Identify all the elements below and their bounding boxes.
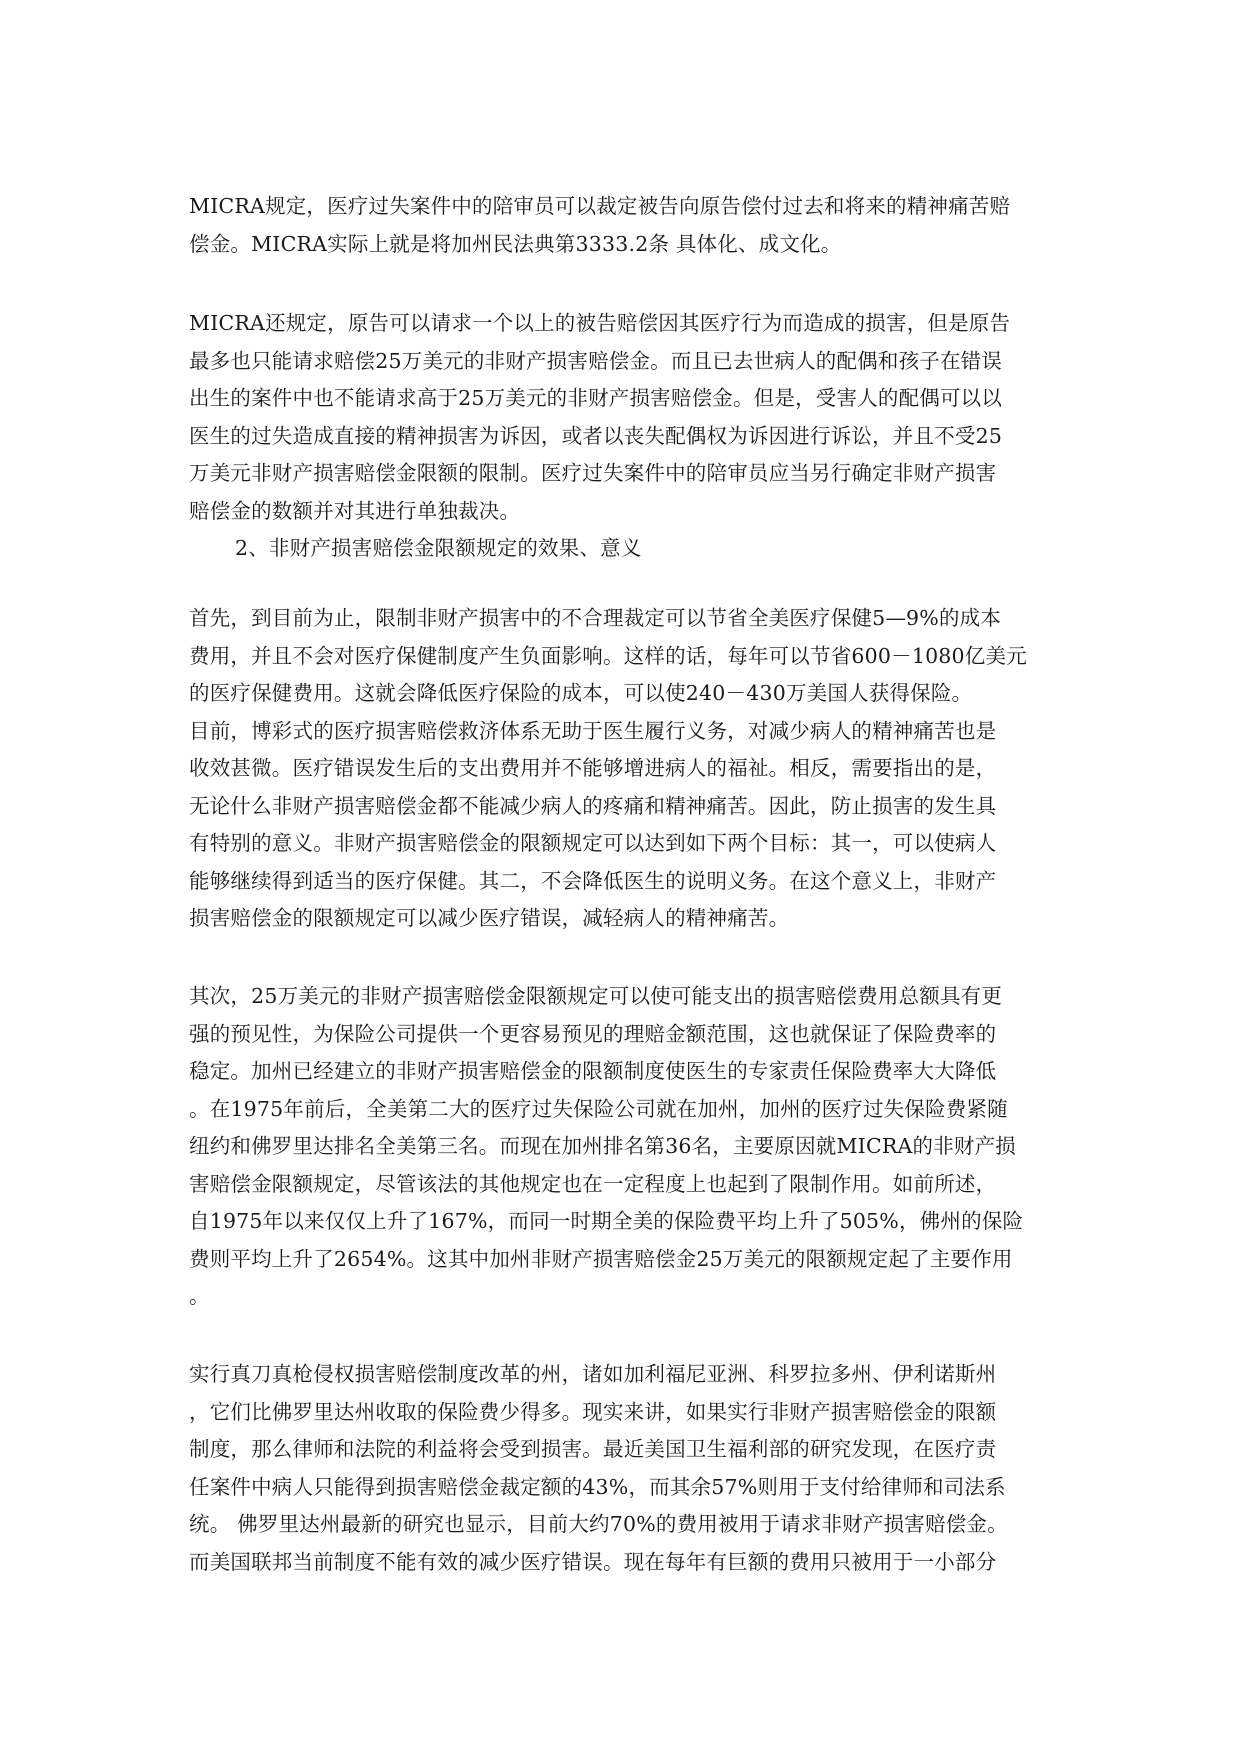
text-line: 稳定。加州已经建立的非财产损害赔偿金的限额制度使医生的专家责任保险费率大大降低	[189, 1059, 997, 1083]
paragraph-3	[189, 600, 1069, 938]
text-line: 出生的案件中也不能请求高于25万美元的非财产损害赔偿金。但是，受害人的配偶可以以	[189, 386, 1003, 410]
text-line: 统。 佛罗里达州最新的研究也显示，目前大约70%的费用被用于请求非财产损害赔偿金。	[189, 1512, 1008, 1536]
text-line: 目前，博彩式的医疗损害赔偿救济体系无助于医生履行义务，对减少病人的精神痛苦也是	[189, 718, 997, 743]
text-line: 偿金。MICRA实际上就是将加州民法典第3333.2条 具体化、成文化。	[189, 231, 842, 256]
text-line: 其次，25万美元的非财产损害赔偿金限额规定可以使可能支出的损害赔偿费用总额具有更	[189, 984, 1003, 1008]
text-line: 费用，并且不会对医疗保健制度产生负面影响。这样的话，每年可以节省600－1080亿美元	[189, 643, 1027, 668]
paragraph-4	[189, 978, 1069, 1316]
text-line: 制度，那么律师和法院的利益将会受到损害。最近美国卫生福利部的研究发现，在医疗责	[189, 1437, 997, 1461]
text-line: 首先，到目前为止，限制非财产损害中的不合理裁定可以节省全美医疗保健5—9%的成本	[189, 606, 1002, 630]
text-line: 任案件中病人只能得到损害赔偿金裁定额的43%，而其余57%则用于支付给律师和司法系	[189, 1474, 1006, 1499]
text-line: 强的预见性，为保险公司提供一个更容易预见的理赔金额范围，这也就保证了保险费率的	[189, 1021, 997, 1046]
text-line: 医生的过失造成直接的精神损害为诉因，或者以丧失配偶权为诉因进行诉讼，并且不受25	[189, 423, 1003, 448]
text-line: 费则平均上升了2654%。这其中加州非财产损害赔偿金25万美元的限额规定起了主要作用	[189, 1246, 1013, 1271]
text-line: 害赔偿金限额规定，尽管该法的其他规定也在一定程度上也起到了限制作用。如前所述，	[189, 1171, 997, 1196]
text-line: 赔偿金的数额并对其进行单独裁决。	[189, 498, 521, 523]
text-line: 最多也只能请求赔偿25万美元的非财产损害赔偿金。而且已去世病人的配偶和孩子在错误	[189, 348, 1003, 373]
text-line: 实行真刀真枪侵权损害赔偿制度改革的州，诸如加利福尼亚洲、科罗拉多州、伊利诺斯州	[189, 1362, 997, 1386]
text-line: MICRA还规定，原告可以请求一个以上的被告赔偿因其医疗行为而造成的损害，但是原告	[189, 311, 1011, 335]
text-line: 收效甚微。医疗错误发生后的支出费用并不能够增进病人的福祉。相反，需要指出的是，	[189, 756, 997, 780]
paragraph-2	[189, 305, 1069, 530]
paragraph-1	[189, 188, 1069, 263]
text-line: 。在1975年前后，全美第二大的医疗过失保险公司就在加州，加州的医疗过失保险费紧随	[189, 1096, 1008, 1121]
section-heading: 2、非财产损害赔偿金限额规定的效果、意义	[235, 536, 642, 560]
text-line: 纽约和佛罗里达排名全美第三名。而现在加州排名第36名，主要原因就MICRA的非财产损	[189, 1134, 1016, 1158]
text-line: 。	[189, 1284, 210, 1308]
text-line: MICRA规定，医疗过失案件中的陪审员可以裁定被告向原告偿付过去和将来的精神痛苦赔	[189, 194, 1011, 218]
text-line: 而美国联邦当前制度不能有效的减少医疗错误。现在每年有巨额的费用只被用于一小部分	[189, 1549, 997, 1574]
text-line: 损害赔偿金的限额规定可以减少医疗错误，减轻病人的精神痛苦。	[189, 906, 790, 930]
text-line: 无论什么非财产损害赔偿金都不能减少病人的疼痛和精神痛苦。因此，防止损害的发生具	[189, 793, 997, 818]
text-line: ，它们比佛罗里达州收取的保险费少得多。现实来讲，如果实行非财产损害赔偿金的限额	[189, 1399, 997, 1424]
paragraph-5	[189, 1356, 1069, 1581]
text-line: 能够继续得到适当的医疗保健。其二，不会降低医生的说明义务。在这个意义上，非财产	[189, 868, 997, 893]
text-line: 万美元非财产损害赔偿金限额的限制。医疗过失案件中的陪审员应当另行确定非财产损害	[189, 461, 997, 485]
section-heading-block	[189, 530, 1069, 568]
text-line: 的医疗保健费用。这就会降低医疗保险的成本，可以使240－430万美国人获得保险。	[189, 681, 973, 705]
text-line: 自1975年以来仅仅上升了167%，而同一时期全美的保险费平均上升了505%，佛州的保险	[189, 1209, 1024, 1233]
text-line: 有特别的意义。非财产损害赔偿金的限额规定可以达到如下两个目标：其一，可以使病人	[189, 831, 997, 855]
